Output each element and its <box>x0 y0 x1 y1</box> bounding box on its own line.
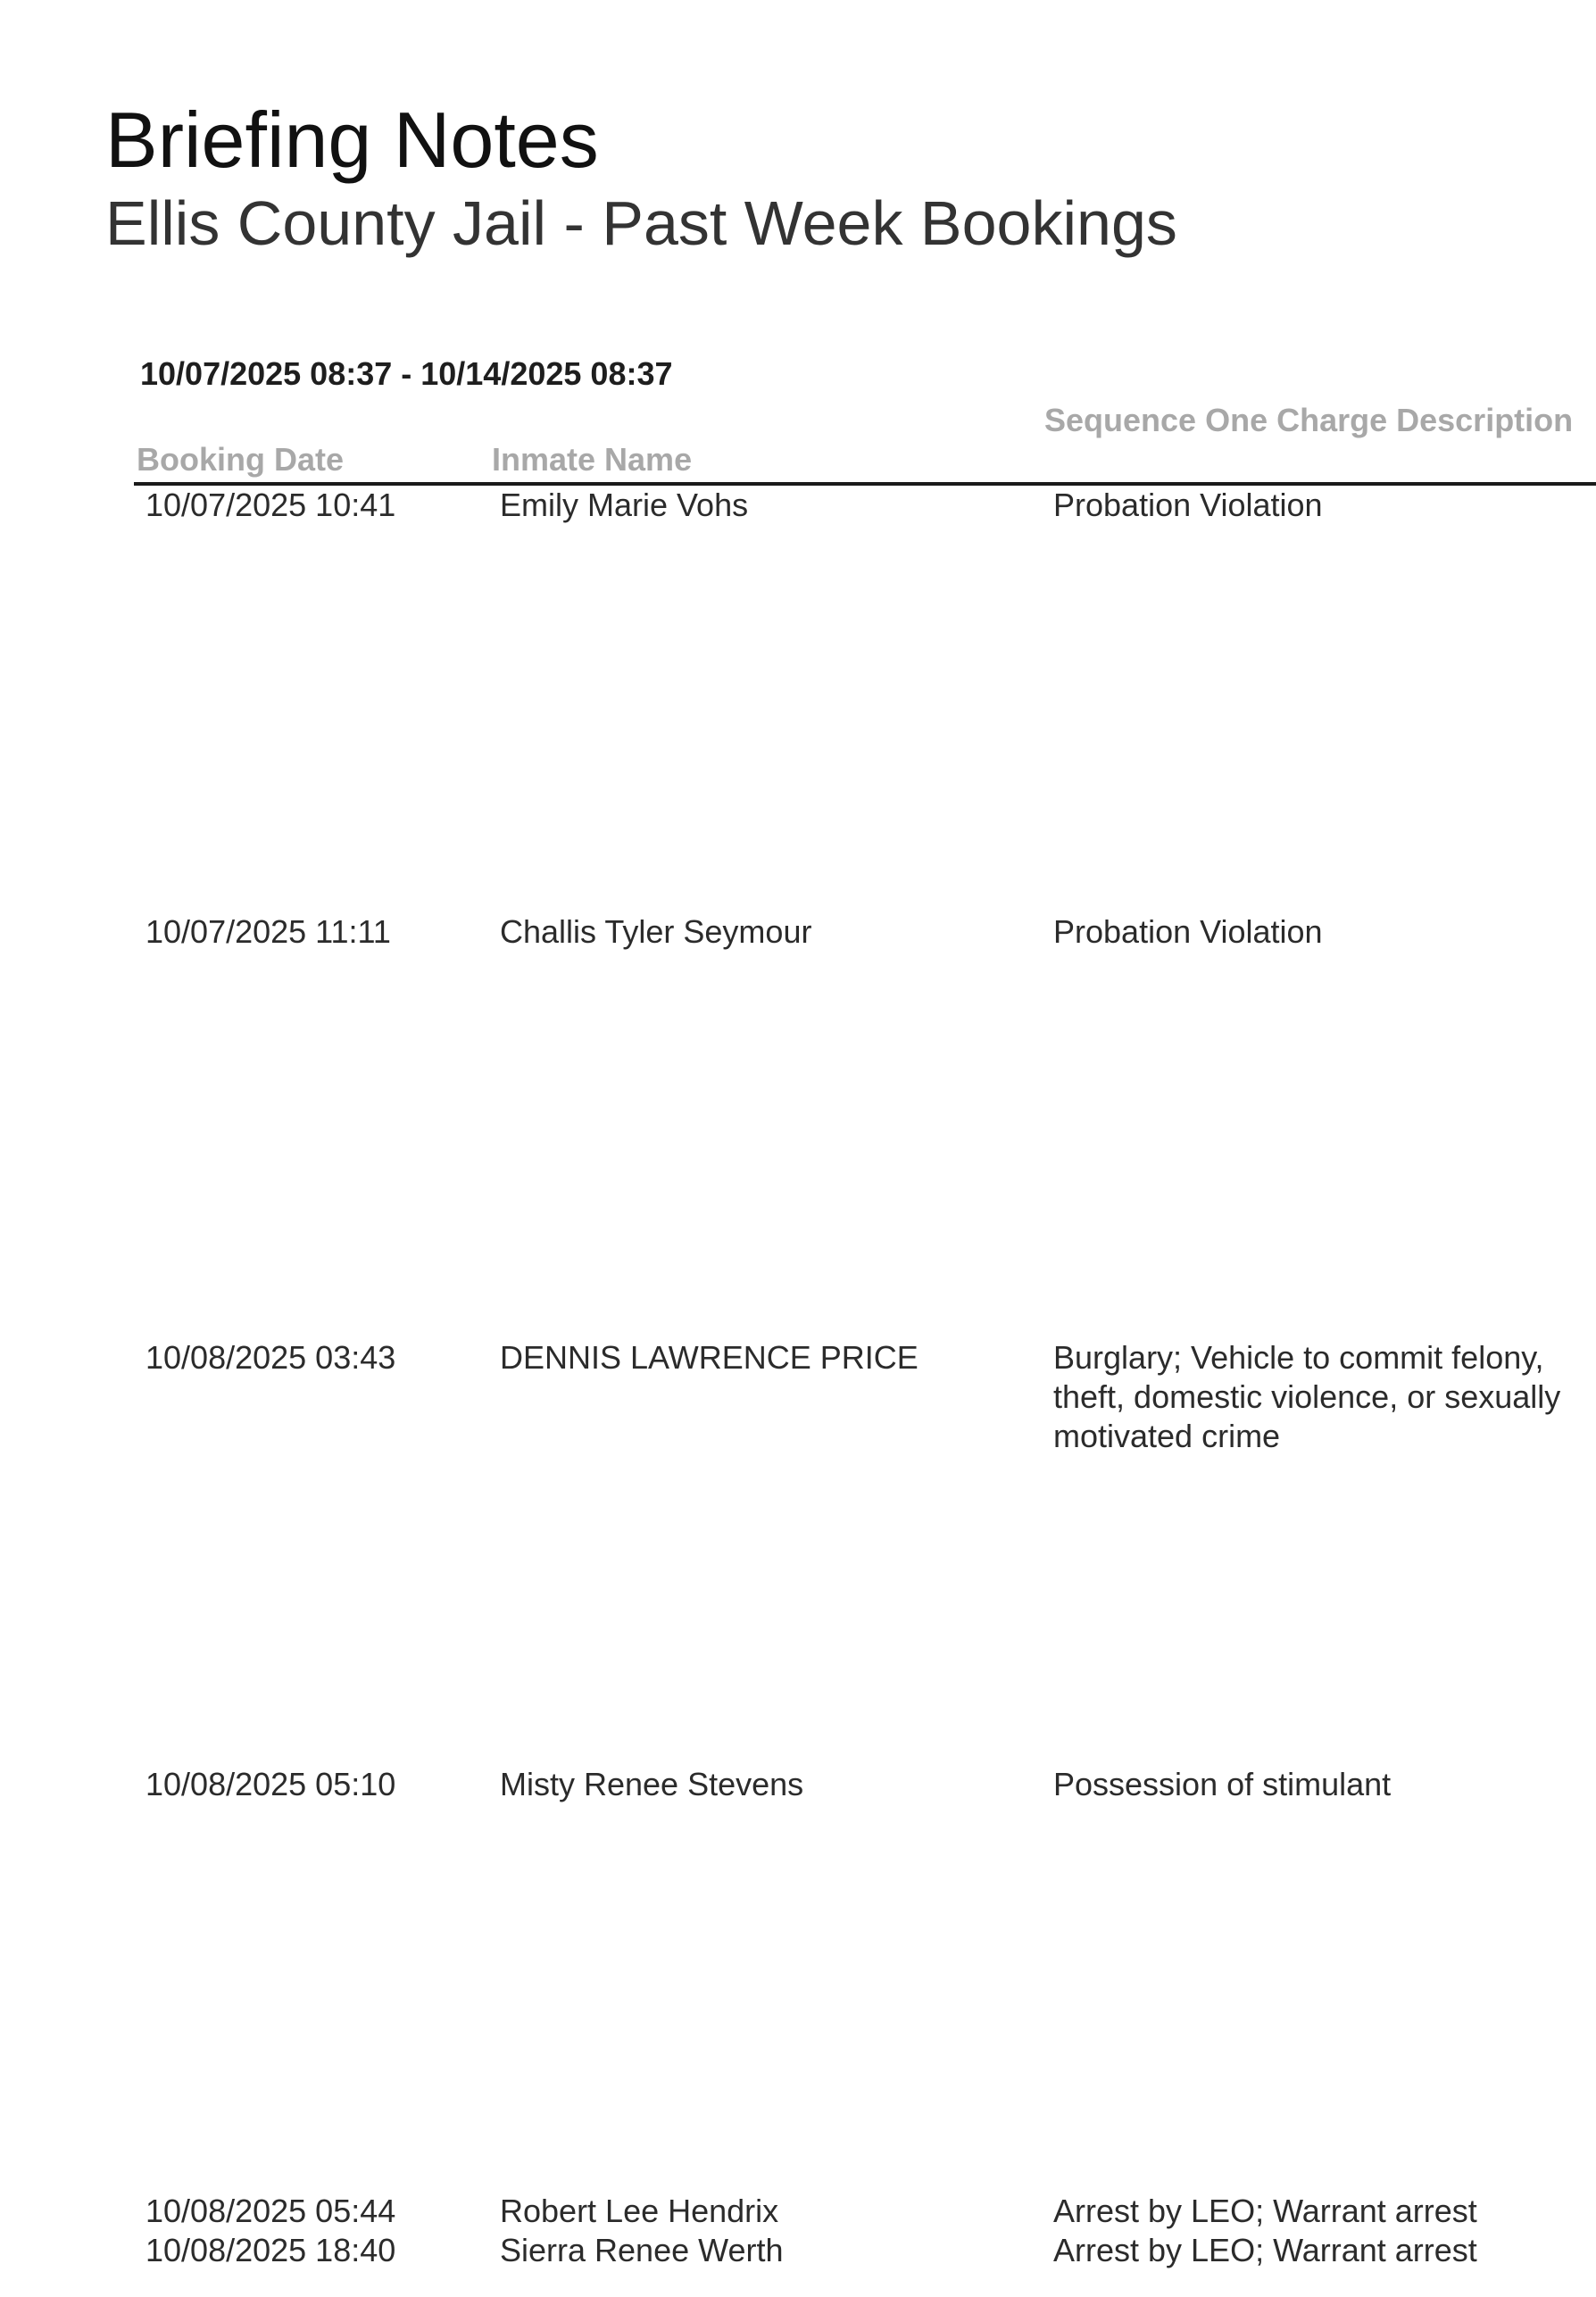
date-range: 10/07/2025 08:37 - 10/14/2025 08:37 <box>140 355 673 392</box>
booking-date-cell: 10/08/2025 05:10 <box>145 1766 396 1802</box>
inmate-name-cell: Challis Tyler Seymour <box>500 913 812 950</box>
booking-date-cell: 10/07/2025 10:41 <box>145 487 396 523</box>
charge-description-cell: Possession of stimulant <box>1053 1766 1392 1802</box>
column-header-inmate-name: Inmate Name <box>492 441 693 478</box>
inmate-name-cell: DENNIS LAWRENCE PRICE <box>500 1339 919 1376</box>
charge-description-cell: Burglary; Vehicle to commit felony, theft, domestic violence, or sexually motivated crime <box>1053 1339 1561 1454</box>
document-subtitle: Ellis County Jail - Past Week Bookings <box>105 188 1177 258</box>
inmate-name-cell: Misty Renee Stevens <box>500 1766 804 1802</box>
inmate-name-cell: Robert Lee Hendrix <box>500 2193 779 2229</box>
booking-date-cell: 10/07/2025 11:11 <box>145 913 391 950</box>
charge-description-cell: Arrest by LEO; Warrant arrest <box>1053 2232 1477 2268</box>
column-header-booking-date: Booking Date <box>137 441 345 478</box>
document-title: Briefing Notes <box>105 96 599 184</box>
booking-date-cell: 10/08/2025 05:44 <box>145 2193 396 2229</box>
booking-date-cell: 10/08/2025 03:43 <box>145 1339 396 1376</box>
column-header-charge-description: Sequence One Charge Description <box>1044 402 1574 438</box>
inmate-name-cell: Emily Marie Vohs <box>500 487 749 523</box>
inmate-name-cell: Sierra Renee Werth <box>500 2232 784 2268</box>
booking-date-cell: 10/08/2025 18:40 <box>145 2232 396 2268</box>
charge-description-cell: Arrest by LEO; Warrant arrest <box>1053 2193 1477 2229</box>
charge-description-cell: Probation Violation <box>1053 913 1323 950</box>
charge-description-cell: Probation Violation <box>1053 487 1323 523</box>
